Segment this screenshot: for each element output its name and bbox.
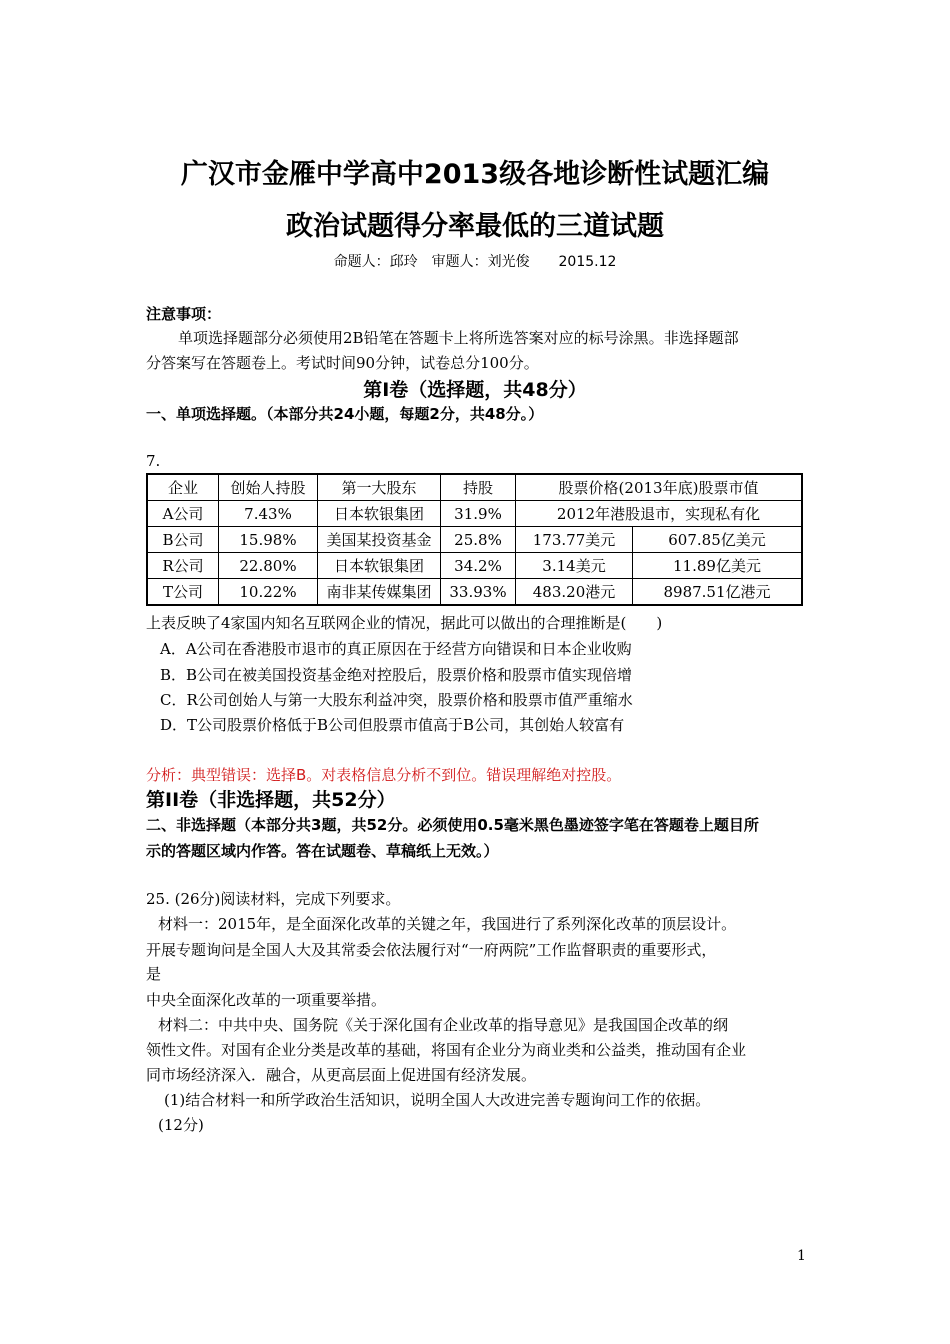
table-cell: 日本软银集团: [318, 501, 441, 527]
table-header: 持股: [441, 474, 516, 501]
table-row: [147, 579, 802, 606]
table-header: [516, 474, 803, 501]
material-2-line-3: 同市场经济深入．融合，从更高层面上促进国有经济发展。: [146, 1066, 537, 1084]
table-cell: 7.43%: [219, 501, 318, 527]
table-cell: 31.9%: [441, 501, 516, 527]
notice-label: 注意事项：: [146, 305, 222, 323]
table-cell: A公司: [147, 501, 219, 527]
material-2-line-2: 领性文件。对国有企业分类是改革的基础，将国有企业分为商业类和公益类，推动国有企业: [146, 1041, 747, 1059]
option-b: B．B公司在被美国投资基金绝对控股后，股票价格和股票市值实现倍增: [160, 666, 633, 684]
table-cell: 33.93%: [441, 579, 516, 606]
date: 2015.12: [558, 254, 617, 270]
title-line-1: 广汉市金雁中学高中2013级各地诊断性试题汇编: [180, 159, 770, 190]
table-cell: 173.77美元: [516, 527, 633, 553]
page-number: 1: [797, 1248, 806, 1264]
table-header: 第一大股东: [318, 474, 441, 501]
sub-question-1-score: (12分): [158, 1116, 204, 1134]
table-header-row: [147, 474, 802, 501]
question-stem: 上表反映了4家国内知名互联网企业的情况，据此可以做出的合理推断是( ): [146, 614, 663, 632]
notice-line-2: 分答案写在答题卷上。考试时间90分钟，试卷总分100分。: [146, 354, 539, 372]
table-row: [147, 527, 802, 553]
table-cell: B公司: [147, 527, 219, 553]
table-header: 创始人持股: [219, 474, 318, 501]
company-table: [146, 473, 803, 606]
option-a: A．A公司在香港股市退市的真正原因在于经营方向错误和日本企业收购: [160, 640, 632, 658]
authors: 命题人：邱玲 审题人：刘光俊: [333, 254, 530, 270]
table-cell: 日本软银集团: [318, 553, 441, 579]
title-line-2: 政治试题得分率最低的三道试题: [286, 211, 664, 242]
table-cell: 2012年港股退市，实现私有化: [516, 501, 803, 527]
table-cell: T公司: [147, 579, 219, 606]
part2-heading: 第II卷（非选择题，共52分）: [146, 789, 396, 811]
table-cell: 483.20港元: [516, 579, 633, 606]
table-cell: 15.98%: [219, 527, 318, 553]
table-cell: 8987.51亿港元: [633, 579, 803, 606]
notice-line-1: 单项选择题部分必须使用2B铅笔在答题卡上将所选答案对应的标号涂黑。非选择题部: [178, 329, 739, 347]
material-2-line-1: 材料二：中共中央、国务院《关于深化国有企业改革的指导意见》是我国国企改革的纲: [158, 1016, 729, 1034]
table-cell: 南非某传媒集团: [318, 579, 441, 606]
table-header-price: 股票价格(2013年底): [558, 479, 699, 497]
sub-question-1: (1)结合材料一和所学政治生活知识，说明全国人大改进完善专题询问工作的依据。: [164, 1091, 711, 1109]
table-cell: 11.89亿美元: [633, 553, 803, 579]
q25-intro: 25. (26分)阅读材料，完成下列要求。: [146, 890, 401, 908]
material-1-line-4: 中央全面深化改革的一项重要举措。: [146, 991, 387, 1009]
part1-section: 一、单项选择题。（本部分共24小题，每题2分，共48分。）: [146, 405, 544, 423]
table-cell: 607.85亿美元: [633, 527, 803, 553]
material-1-line-2: 开展专题询问是全国人大及其常委会依法履行对“一府两院”工作监督职责的重要形式，: [146, 941, 717, 959]
table-row: [147, 553, 802, 579]
table-cell: 3.14美元: [516, 553, 633, 579]
table-cell: R公司: [147, 553, 219, 579]
table-cell: 25.8%: [441, 527, 516, 553]
table-cell: 34.2%: [441, 553, 516, 579]
question-number: 7.: [146, 452, 161, 470]
material-1-line-3: 是: [146, 965, 162, 983]
table-header: 企业: [147, 474, 219, 501]
table-cell: 22.80%: [219, 553, 318, 579]
table-header-value: 股票市值: [698, 479, 759, 497]
part1-heading: 第Ⅰ卷（选择题，共48分）: [363, 379, 587, 401]
part2-section-line-1: 二、非选择题（本部分共3题，共52分。必须使用0.5毫米黑色墨迹签字笔在答题卷上题目所: [146, 816, 759, 834]
option-c: C．R公司创始人与第一大股东利益冲突，股票价格和股票市值严重缩水: [160, 691, 633, 709]
option-d: D．T公司股票价格低于B公司但股票市值高于B公司，其创始人较富有: [160, 716, 625, 734]
material-1-line-1: 材料一：2015年，是全面深化改革的关键之年，我国进行了系列深化改革的顶层设计。: [158, 915, 737, 933]
table-cell: 美国某投资基金: [318, 527, 441, 553]
table-row: [147, 501, 802, 527]
author-line: [0, 251, 950, 271]
part2-section-line-2: 示的答题区域内作答。答在试题卷、草稿纸上无效。）: [146, 842, 499, 860]
table-cell: 10.22%: [219, 579, 318, 606]
analysis-note: 分析：典型错误：选择B。对表格信息分析不到位。错误理解绝对控股。: [146, 766, 622, 784]
